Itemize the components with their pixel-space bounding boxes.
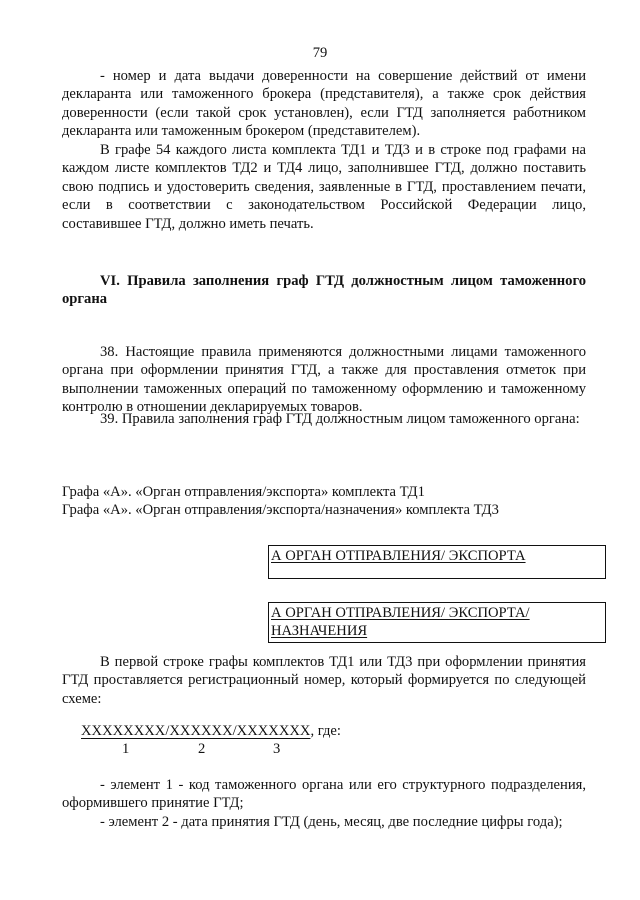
paragraph-text: В графе 54 каждого листа комплекта ТД1 и ТД3 и в строке под графами на каждом листе комплектов ТД2 и ТД4 лицо, заполнившее ГТД, должно поставить свою подпись и удостоверить сведения, заявленные в ГТД, проставлением печати, если в соответствии с законодательством Российской Федерации лицо, составившее ГТД, должно иметь печать. xyxy=(62,142,586,232)
field-box-label-line-2: НАЗНАЧЕНИЯ xyxy=(271,623,368,640)
field-box-label: А ОРГАН ОТПРАВЛЕНИЯ/ ЭКСПОРТА xyxy=(271,548,526,564)
paragraph-text: - номер и дата выдачи доверенности на совершение действий от имени декларанта или таможенного брокера (представителя), а также срок действия доверенности (если такой срок установлен), если ГТД заполняется работником декларанта или таможенным брокером (представителем). xyxy=(62,68,586,140)
paragraph-39 xyxy=(62,410,586,428)
scheme-number-1: 1 xyxy=(122,741,130,757)
paragraph-38 xyxy=(62,343,586,417)
list-item-element-2: - элемент 2 - дата принятия ГТД (день, месяц, две последние цифры года); xyxy=(100,814,563,830)
graf-a-td1-line: Графа «А». «Орган отправления/экспорта» комплекта ТД1 xyxy=(62,484,425,500)
paragraph-text: В первой строке графы комплектов ТД1 или ТД3 при оформлении принятия ГТД проставляется регистрационный номер, который формируется по следующей схеме: xyxy=(62,654,586,707)
page-number: 79 xyxy=(312,45,328,61)
scheme-code: XXXXXXXX/XXXXXX/XXXXXXX xyxy=(81,723,311,739)
graf-a-td3-line: Графа «А». «Орган отправления/экспорта/назначения» комплекта ТД3 xyxy=(62,502,499,518)
registration-number-scheme xyxy=(81,722,341,740)
scheme-number-2: 2 xyxy=(198,741,206,757)
field-box-label-line-1: А ОРГАН ОТПРАВЛЕНИЯ/ ЭКСПОРТА/ xyxy=(271,605,530,621)
field-box-td3 xyxy=(268,602,606,643)
scheme-suffix: , где: xyxy=(310,723,341,739)
paragraph-graf-54 xyxy=(62,141,586,233)
paragraph-text: 38. Настоящие правила применяются должностными лицами таможенного органа при оформлении принятия ГТД, а также для проставления отметок при выполнении таможенных операций по таможенному оформлению и таможенному контролю в отношении декларируемых товаров. xyxy=(62,344,586,416)
paragraph-text: 39. Правила заполнения граф ГТД должностным лицом таможенного органа: xyxy=(100,411,580,427)
paragraph-first-line xyxy=(62,653,586,708)
section-heading: VI. Правила заполнения граф ГТД должностным лицом таможенного органа xyxy=(62,273,586,308)
list-item-element-1: - элемент 1 - код таможенного органа или его структурного подразделения, оформившего принятие ГТД; xyxy=(62,777,586,812)
scheme-number-3: 3 xyxy=(273,741,281,757)
field-box-td1 xyxy=(268,545,606,579)
paragraph-power-of-attorney xyxy=(62,67,586,141)
